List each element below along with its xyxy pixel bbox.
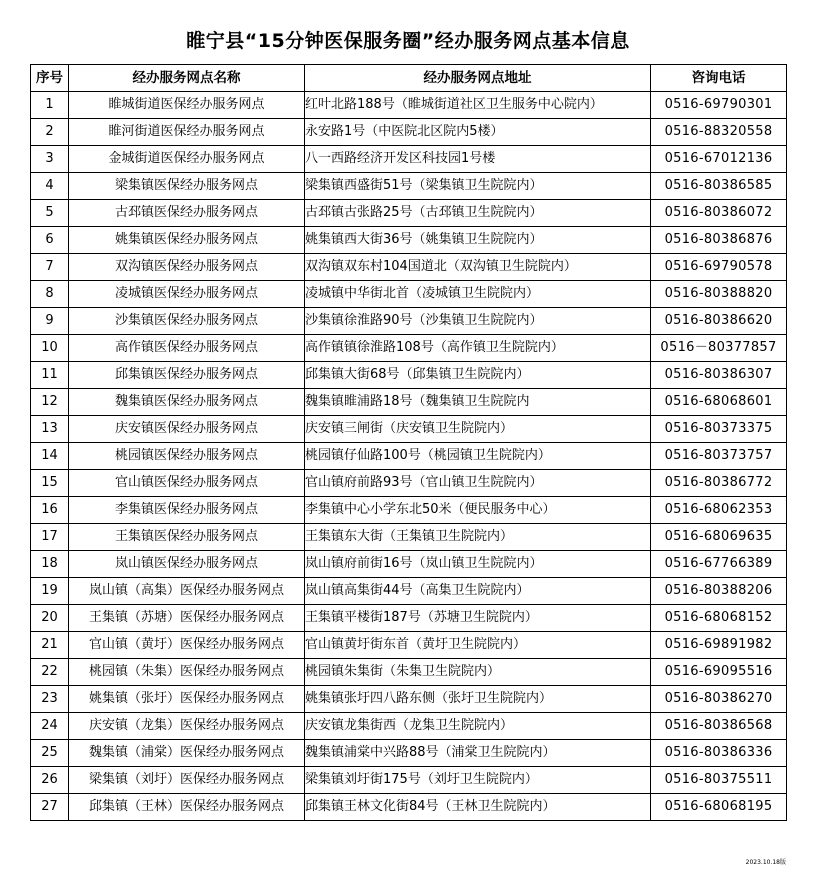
contact-phone: 0516-67012136 [651, 146, 787, 173]
service-point-name: 金城街道医保经办服务网点 [69, 146, 305, 173]
table-row [31, 281, 787, 308]
table-row [31, 686, 787, 713]
document-title: 睢宁县“15分钟医保服务圈”经办服务网点基本信息 [186, 30, 630, 52]
contact-phone: 0516-68068195 [651, 794, 787, 821]
row-number: 20 [31, 605, 69, 632]
service-point-address: 王集镇平楼街187号（苏塘卫生院院内） [305, 605, 651, 632]
table-row [31, 632, 787, 659]
row-number: 8 [31, 281, 69, 308]
row-number: 11 [31, 362, 69, 389]
service-point-name: 姚集镇医保经办服务网点 [69, 227, 305, 254]
service-point-name: 官山镇（黄圩）医保经办服务网点 [69, 632, 305, 659]
header-phone: 咨询电话 [651, 65, 787, 92]
contact-phone: 0516-69790578 [651, 254, 787, 281]
table-row [31, 443, 787, 470]
table-row [31, 362, 787, 389]
contact-phone: 0516-80386568 [651, 713, 787, 740]
table-header-row [31, 65, 787, 92]
table-row [31, 794, 787, 821]
contact-phone: 0516-68068601 [651, 389, 787, 416]
table-row [31, 335, 787, 362]
service-point-name: 岚山镇医保经办服务网点 [69, 551, 305, 578]
table-row [31, 551, 787, 578]
row-number: 13 [31, 416, 69, 443]
table-row [31, 470, 787, 497]
contact-phone: 0516-80386772 [651, 470, 787, 497]
contact-phone: 0516-67766389 [651, 551, 787, 578]
contact-phone: 0516-88320558 [651, 119, 787, 146]
service-point-address: 梁集镇刘圩街175号（刘圩卫生院院内） [305, 767, 651, 794]
contact-phone: 0516-80386336 [651, 740, 787, 767]
table-row [31, 659, 787, 686]
version-note: 2023.10.18版 [745, 859, 786, 866]
service-point-address: 官山镇黄圩街东首（黄圩卫生院院内） [305, 632, 651, 659]
service-point-name: 庆安镇医保经办服务网点 [69, 416, 305, 443]
service-point-name: 王集镇（苏塘）医保经办服务网点 [69, 605, 305, 632]
row-number: 5 [31, 200, 69, 227]
contact-phone: 0516-80388206 [651, 578, 787, 605]
row-number: 7 [31, 254, 69, 281]
header-no: 序号 [31, 65, 69, 92]
service-point-name: 凌城镇医保经办服务网点 [69, 281, 305, 308]
header-address: 经办服务网点地址 [305, 65, 651, 92]
service-point-address: 永安路1号（中医院北区院内5楼） [305, 119, 651, 146]
service-point-address: 邱集镇王林文化街84号（王林卫生院院内） [305, 794, 651, 821]
service-point-address: 梁集镇西盛街51号（梁集镇卫生院院内） [305, 173, 651, 200]
table-row [31, 497, 787, 524]
row-number: 15 [31, 470, 69, 497]
service-point-address: 姚集镇西大街36号（姚集镇卫生院院内） [305, 227, 651, 254]
row-number: 19 [31, 578, 69, 605]
service-point-address: 沙集镇徐淮路90号（沙集镇卫生院院内） [305, 308, 651, 335]
table-row [31, 389, 787, 416]
service-point-name: 桃园镇医保经办服务网点 [69, 443, 305, 470]
table-row [31, 146, 787, 173]
table-row [31, 119, 787, 146]
service-point-name: 王集镇医保经办服务网点 [69, 524, 305, 551]
contact-phone: 0516-69095516 [651, 659, 787, 686]
contact-phone: 0516－80377857 [651, 335, 787, 362]
service-point-address: 王集镇东大街（王集镇卫生院院内） [305, 524, 651, 551]
service-point-address: 八一西路经济开发区科技园1号楼 [305, 146, 651, 173]
service-point-address: 岚山镇府前街16号（岚山镇卫生院院内） [305, 551, 651, 578]
row-number: 2 [31, 119, 69, 146]
table-row [31, 173, 787, 200]
row-number: 10 [31, 335, 69, 362]
contact-phone: 0516-69790301 [651, 92, 787, 119]
contact-phone: 0516-80373375 [651, 416, 787, 443]
service-point-address: 魏集镇睢浦路18号（魏集镇卫生院院内 [305, 389, 651, 416]
service-point-name: 李集镇医保经办服务网点 [69, 497, 305, 524]
table-row [31, 578, 787, 605]
service-point-address: 邱集镇大街68号（邱集镇卫生院院内） [305, 362, 651, 389]
table-row [31, 524, 787, 551]
row-number: 17 [31, 524, 69, 551]
service-point-address: 姚集镇张圩四八路东侧（张圩卫生院院内） [305, 686, 651, 713]
service-point-address: 庆安镇龙集街西（龙集卫生院院内） [305, 713, 651, 740]
contact-phone: 0516-68068152 [651, 605, 787, 632]
row-number: 24 [31, 713, 69, 740]
table-row [31, 740, 787, 767]
row-number: 22 [31, 659, 69, 686]
row-number: 18 [31, 551, 69, 578]
service-point-address: 双沟镇双东村104国道北（双沟镇卫生院院内） [305, 254, 651, 281]
contact-phone: 0516-80375511 [651, 767, 787, 794]
service-point-address: 高作镇镇徐淮路108号（高作镇卫生院院内） [305, 335, 651, 362]
contact-phone: 0516-80386072 [651, 200, 787, 227]
row-number: 1 [31, 92, 69, 119]
service-point-address: 官山镇府前路93号（官山镇卫生院院内） [305, 470, 651, 497]
table-row [31, 92, 787, 119]
service-point-name: 庆安镇（龙集）医保经办服务网点 [69, 713, 305, 740]
row-number: 3 [31, 146, 69, 173]
service-point-name: 睢城街道医保经办服务网点 [69, 92, 305, 119]
row-number: 9 [31, 308, 69, 335]
contact-phone: 0516-80373757 [651, 443, 787, 470]
header-name: 经办服务网点名称 [69, 65, 305, 92]
service-point-address: 桃园镇仔仙路100号（桃园镇卫生院院内） [305, 443, 651, 470]
row-number: 26 [31, 767, 69, 794]
table-row [31, 200, 787, 227]
service-points-table [30, 64, 787, 821]
contact-phone: 0516-68062353 [651, 497, 787, 524]
service-point-address: 古邳镇古张路25号（古邳镇卫生院院内） [305, 200, 651, 227]
row-number: 16 [31, 497, 69, 524]
table-row [31, 416, 787, 443]
service-point-name: 古邳镇医保经办服务网点 [69, 200, 305, 227]
table-row [31, 308, 787, 335]
service-point-name: 梁集镇（刘圩）医保经办服务网点 [69, 767, 305, 794]
service-point-name: 官山镇医保经办服务网点 [69, 470, 305, 497]
service-point-name: 沙集镇医保经办服务网点 [69, 308, 305, 335]
row-number: 14 [31, 443, 69, 470]
service-point-name: 魏集镇（浦棠）医保经办服务网点 [69, 740, 305, 767]
table-row [31, 605, 787, 632]
service-point-address: 桃园镇朱集街（朱集卫生院院内） [305, 659, 651, 686]
row-number: 25 [31, 740, 69, 767]
row-number: 6 [31, 227, 69, 254]
service-point-name: 邱集镇（王林）医保经办服务网点 [69, 794, 305, 821]
contact-phone: 0516-80386585 [651, 173, 787, 200]
service-point-address: 李集镇中心小学东北50米（便民服务中心） [305, 497, 651, 524]
table-body [31, 92, 787, 821]
table-row [31, 713, 787, 740]
service-point-name: 魏集镇医保经办服务网点 [69, 389, 305, 416]
service-point-name: 岚山镇（高集）医保经办服务网点 [69, 578, 305, 605]
service-point-name: 梁集镇医保经办服务网点 [69, 173, 305, 200]
service-point-address: 凌城镇中华街北首（凌城镇卫生院院内） [305, 281, 651, 308]
table-row [31, 254, 787, 281]
contact-phone: 0516-69891982 [651, 632, 787, 659]
contact-phone: 0516-68069635 [651, 524, 787, 551]
row-number: 27 [31, 794, 69, 821]
table-row [31, 227, 787, 254]
service-point-address: 红叶北路188号（睢城街道社区卫生服务中心院内） [305, 92, 651, 119]
service-point-address: 庆安镇三闸街（庆安镇卫生院院内） [305, 416, 651, 443]
service-point-address: 岚山镇高集街44号（高集卫生院院内） [305, 578, 651, 605]
service-point-name: 姚集镇（张圩）医保经办服务网点 [69, 686, 305, 713]
row-number: 12 [31, 389, 69, 416]
contact-phone: 0516-80386270 [651, 686, 787, 713]
service-point-name: 桃园镇（朱集）医保经办服务网点 [69, 659, 305, 686]
row-number: 23 [31, 686, 69, 713]
contact-phone: 0516-80386307 [651, 362, 787, 389]
service-point-address: 魏集镇浦棠中兴路88号（浦棠卫生院院内） [305, 740, 651, 767]
contact-phone: 0516-80386620 [651, 308, 787, 335]
table-row [31, 767, 787, 794]
service-point-name: 双沟镇医保经办服务网点 [69, 254, 305, 281]
service-point-name: 高作镇医保经办服务网点 [69, 335, 305, 362]
contact-phone: 0516-80388820 [651, 281, 787, 308]
contact-phone: 0516-80386876 [651, 227, 787, 254]
row-number: 21 [31, 632, 69, 659]
row-number: 4 [31, 173, 69, 200]
service-point-name: 邱集镇医保经办服务网点 [69, 362, 305, 389]
service-point-name: 睢河街道医保经办服务网点 [69, 119, 305, 146]
